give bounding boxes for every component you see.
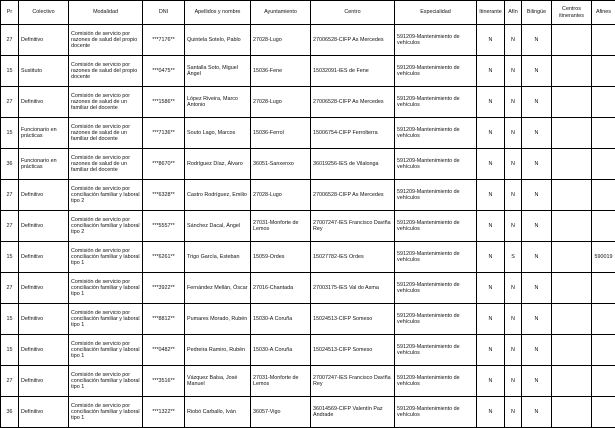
- cell-afines: [592, 397, 615, 428]
- cell-itinerante: N: [477, 242, 505, 273]
- cell-afin: N: [505, 397, 522, 428]
- cell-centros-itinerantes: [552, 397, 592, 428]
- cell-ayuntamiento: 27016-Chantada: [251, 273, 311, 304]
- cell-especialidad: 591209-Mantenimiento de vehículos: [395, 242, 477, 273]
- header-modalidad: Modalidad: [69, 1, 143, 25]
- cell-afines: [592, 366, 615, 397]
- cell-centros-itinerantes: [552, 25, 592, 56]
- header-afines: Afines: [592, 1, 615, 25]
- cell-centro: 15027782-IES Ordes: [311, 242, 395, 273]
- cell-colectivo: Definitivo: [19, 366, 69, 397]
- cell-afin: S: [505, 242, 522, 273]
- cell-bilingue: N: [522, 397, 552, 428]
- cell-afines: [592, 87, 615, 118]
- cell-afines: [592, 149, 615, 180]
- cell-centro: 15032091-IES de Fene: [311, 56, 395, 87]
- cell-centros-itinerantes: [552, 273, 592, 304]
- cell-afines: [592, 25, 615, 56]
- cell-ayuntamiento: 27028-Lugo: [251, 180, 311, 211]
- cell-afin: N: [505, 118, 522, 149]
- cell-dni: ***1586**: [143, 87, 185, 118]
- cell-ayuntamiento: 27031-Monforte de Lemos: [251, 366, 311, 397]
- cell-modalidad: Comisión de servicio por razones de salud de un familiar del docente: [69, 87, 143, 118]
- cell-colectivo: Definitivo: [19, 335, 69, 366]
- cell-nombre: Pedreira Ramiro, Rubén: [185, 335, 251, 366]
- cell-pr: 15: [1, 335, 19, 366]
- cell-dni: ***8670**: [143, 149, 185, 180]
- cell-ayuntamiento: 15059-Ordes: [251, 242, 311, 273]
- cell-itinerante: N: [477, 366, 505, 397]
- cell-colectivo: Funcionario en prácticas: [19, 149, 69, 180]
- cell-afines: [592, 180, 615, 211]
- cell-ayuntamiento: 36057-Vigo: [251, 397, 311, 428]
- cell-pr: 27: [1, 180, 19, 211]
- cell-colectivo: Definitivo: [19, 211, 69, 242]
- cell-nombre: Quintela Sotelo, Pablo: [185, 25, 251, 56]
- cell-especialidad: 591209-Mantenimiento de vehículos: [395, 304, 477, 335]
- table-body: [1, 25, 615, 428]
- cell-modalidad: Comisión de servicio por conciliación familiar y laboral tipo 1: [69, 335, 143, 366]
- table-row: [1, 335, 615, 366]
- cell-centros-itinerantes: [552, 335, 592, 366]
- cell-afines: [592, 335, 615, 366]
- cell-colectivo: Definitivo: [19, 242, 69, 273]
- cell-ayuntamiento: 15030-A Coruña: [251, 335, 311, 366]
- cell-centro: 36014569-CIFP Valentín Paz Andrade: [311, 397, 395, 428]
- cell-itinerante: N: [477, 335, 505, 366]
- cell-afin: N: [505, 273, 522, 304]
- cell-bilingue: N: [522, 304, 552, 335]
- cell-modalidad: Comisión de servicio por conciliación familiar y laboral tipo 1: [69, 366, 143, 397]
- cell-especialidad: 591209-Mantenimiento de vehículos: [395, 180, 477, 211]
- cell-modalidad: Comisión de servicio por razones de salud del propio docente: [69, 25, 143, 56]
- header-dni: DNI: [143, 1, 185, 25]
- cell-dni: ***7176**: [143, 25, 185, 56]
- cell-modalidad: Comisión de servicio por conciliación familiar y laboral tipo 2: [69, 211, 143, 242]
- cell-modalidad: Comisión de servicio por conciliación familiar y laboral tipo 2: [69, 180, 143, 211]
- cell-itinerante: N: [477, 211, 505, 242]
- cell-dni: ***7136**: [143, 118, 185, 149]
- cell-nombre: López Riveira, Marco Antonio: [185, 87, 251, 118]
- table-row: [1, 211, 615, 242]
- cell-afin: N: [505, 180, 522, 211]
- cell-centro: 36019256-IES de Vilalonga: [311, 149, 395, 180]
- cell-modalidad: Comisión de servicio por conciliación familiar y laboral tipo 1: [69, 273, 143, 304]
- cell-centros-itinerantes: [552, 242, 592, 273]
- cell-itinerante: N: [477, 304, 505, 335]
- table-row: [1, 149, 615, 180]
- cell-bilingue: N: [522, 87, 552, 118]
- cell-especialidad: 591209-Mantenimiento de vehículos: [395, 335, 477, 366]
- cell-ayuntamiento: 15030-A Coruña: [251, 304, 311, 335]
- cell-centro: 27007247-IES Francisco Daviña Rey: [311, 366, 395, 397]
- header-apellidos: Apellidos y nombre: [185, 1, 251, 25]
- cell-centros-itinerantes: [552, 118, 592, 149]
- cell-dni: ***3516**: [143, 366, 185, 397]
- cell-colectivo: Definitivo: [19, 87, 69, 118]
- table-row: [1, 366, 615, 397]
- cell-colectivo: Funcionario en prácticas: [19, 118, 69, 149]
- cell-modalidad: Comisión de servicio por conciliación familiar y laboral tipo 1: [69, 242, 143, 273]
- cell-afin: N: [505, 211, 522, 242]
- cell-dni: ***6261**: [143, 242, 185, 273]
- cell-especialidad: 591209-Mantenimiento de vehículos: [395, 118, 477, 149]
- cell-colectivo: Sustituto: [19, 56, 69, 87]
- cell-bilingue: N: [522, 366, 552, 397]
- cell-especialidad: 591209-Mantenimiento de vehículos: [395, 56, 477, 87]
- cell-itinerante: N: [477, 180, 505, 211]
- cell-bilingue: N: [522, 149, 552, 180]
- table-header: [1, 1, 615, 25]
- cell-dni: ***1322**: [143, 397, 185, 428]
- cell-nombre: Fernández Mellán, Óscar: [185, 273, 251, 304]
- cell-centros-itinerantes: [552, 87, 592, 118]
- cell-modalidad: Comisión de servicio por conciliación familiar y laboral tipo 1: [69, 304, 143, 335]
- cell-bilingue: N: [522, 211, 552, 242]
- cell-dni: ***3922**: [143, 273, 185, 304]
- cell-nombre: Sánchez Dacal, Ángel: [185, 211, 251, 242]
- cell-ayuntamiento: 27028-Lugo: [251, 87, 311, 118]
- cell-centros-itinerantes: [552, 304, 592, 335]
- cell-nombre: Trigo García, Esteban: [185, 242, 251, 273]
- cell-pr: 27: [1, 211, 19, 242]
- cell-bilingue: N: [522, 56, 552, 87]
- cell-itinerante: N: [477, 273, 505, 304]
- table-row: [1, 273, 615, 304]
- cell-afin: N: [505, 149, 522, 180]
- cell-afines: [592, 118, 615, 149]
- cell-centro: 15024513-CIFP Someso: [311, 304, 395, 335]
- cell-colectivo: Definitivo: [19, 25, 69, 56]
- cell-especialidad: 591209-Mantenimiento de vehículos: [395, 273, 477, 304]
- table-row: [1, 242, 615, 273]
- cell-modalidad: Comisión de servicio por conciliación familiar y laboral tipo 1: [69, 397, 143, 428]
- cell-pr: 15: [1, 304, 19, 335]
- cell-pr: 15: [1, 56, 19, 87]
- cell-itinerante: N: [477, 118, 505, 149]
- cell-pr: 27: [1, 273, 19, 304]
- cell-nombre: Santalla Soto, Miguel Ángel: [185, 56, 251, 87]
- cell-afines: [592, 56, 615, 87]
- header-bilingue: Bilingüe: [522, 1, 552, 25]
- cell-afines: [592, 273, 615, 304]
- cell-pr: 15: [1, 242, 19, 273]
- header-pr: Pr: [1, 1, 19, 25]
- cell-bilingue: N: [522, 242, 552, 273]
- header-especialidad: Especialidad: [395, 1, 477, 25]
- table-row: [1, 87, 615, 118]
- cell-colectivo: Definitivo: [19, 180, 69, 211]
- cell-ayuntamiento: 15036-Ferrol: [251, 118, 311, 149]
- cell-nombre: Pumares Morado, Rubén: [185, 304, 251, 335]
- cell-afin: N: [505, 56, 522, 87]
- cell-ayuntamiento: 36051-Sanxenxo: [251, 149, 311, 180]
- cell-dni: ***0475**: [143, 56, 185, 87]
- cell-especialidad: 591209-Mantenimiento de vehículos: [395, 25, 477, 56]
- header-itinerante: Itinerante: [477, 1, 505, 25]
- cell-itinerante: N: [477, 25, 505, 56]
- cell-especialidad: 591209-Mantenimiento de vehículos: [395, 366, 477, 397]
- cell-centros-itinerantes: [552, 149, 592, 180]
- table-row: [1, 118, 615, 149]
- cell-modalidad: Comisión de servicio por razones de salud del propio docente: [69, 56, 143, 87]
- cell-itinerante: N: [477, 56, 505, 87]
- cell-afin: N: [505, 25, 522, 56]
- cell-centro: 15024513-CIFP Someso: [311, 335, 395, 366]
- cell-afines: [592, 304, 615, 335]
- cell-centros-itinerantes: [552, 366, 592, 397]
- cell-afin: N: [505, 366, 522, 397]
- cell-pr: 27: [1, 87, 19, 118]
- cell-pr: 36: [1, 397, 19, 428]
- cell-especialidad: 591209-Mantenimiento de vehículos: [395, 149, 477, 180]
- cell-nombre: Castro Rodríguez, Emilio: [185, 180, 251, 211]
- cell-ayuntamiento: 15036-Fene: [251, 56, 311, 87]
- cell-centros-itinerantes: [552, 56, 592, 87]
- cell-afin: N: [505, 304, 522, 335]
- header-afin: Afín: [505, 1, 522, 25]
- cell-centro: 15006754-CIFP Ferrolterra: [311, 118, 395, 149]
- table-row: [1, 25, 615, 56]
- cell-centro: 27006528-CIFP As Mercedes: [311, 180, 395, 211]
- table-row: [1, 304, 615, 335]
- cell-bilingue: N: [522, 335, 552, 366]
- cell-centro: 27006528-CIFP As Mercedes: [311, 25, 395, 56]
- cell-centro: 27006528-CIFP As Mercedes: [311, 87, 395, 118]
- cell-nombre: Souto Lago, Marcos: [185, 118, 251, 149]
- table-row: [1, 180, 615, 211]
- cell-itinerante: N: [477, 149, 505, 180]
- cell-itinerante: N: [477, 397, 505, 428]
- cell-afines: 590019: [592, 242, 615, 273]
- cell-pr: 36: [1, 149, 19, 180]
- cell-bilingue: N: [522, 180, 552, 211]
- cell-bilingue: N: [522, 25, 552, 56]
- cell-dni: ***8812**: [143, 304, 185, 335]
- cell-nombre: Vázquez Balsa, José Manuel: [185, 366, 251, 397]
- cell-afin: N: [505, 335, 522, 366]
- cell-modalidad: Comisión de servicio por razones de salud de un familiar del docente: [69, 149, 143, 180]
- cell-ayuntamiento: 27031-Monforte de Lemos: [251, 211, 311, 242]
- cell-pr: 27: [1, 366, 19, 397]
- cell-modalidad: Comisión de servicio por razones de salud de un familiar del docente: [69, 118, 143, 149]
- cell-itinerante: N: [477, 87, 505, 118]
- cell-ayuntamiento: 27028-Lugo: [251, 25, 311, 56]
- header-centros-itinerantes: Centros itinerantes: [552, 1, 592, 25]
- cell-especialidad: 591209-Mantenimiento de vehículos: [395, 87, 477, 118]
- cell-dni: ***0482**: [143, 335, 185, 366]
- header-ayuntamiento: Ayuntamiento: [251, 1, 311, 25]
- cell-bilingue: N: [522, 118, 552, 149]
- cell-centro: 27003175-IES Val do Asma: [311, 273, 395, 304]
- cell-centros-itinerantes: [552, 180, 592, 211]
- cell-colectivo: Definitivo: [19, 397, 69, 428]
- cell-afin: N: [505, 87, 522, 118]
- cell-bilingue: N: [522, 273, 552, 304]
- cell-afines: [592, 211, 615, 242]
- cell-dni: ***6328**: [143, 180, 185, 211]
- header-centro: Centro: [311, 1, 395, 25]
- cell-pr: 27: [1, 25, 19, 56]
- cell-dni: ***5557**: [143, 211, 185, 242]
- cell-centro: 27007247-IES Francisco Daviña Rey: [311, 211, 395, 242]
- cell-colectivo: Definitivo: [19, 304, 69, 335]
- header-row: [1, 1, 615, 25]
- cell-pr: 15: [1, 118, 19, 149]
- cell-nombre: Rodríguez Díaz, Álvaro: [185, 149, 251, 180]
- cell-centros-itinerantes: [552, 211, 592, 242]
- cell-nombre: Riobó Carballo, Iván: [185, 397, 251, 428]
- table-row: [1, 397, 615, 428]
- cell-colectivo: Definitivo: [19, 273, 69, 304]
- cell-especialidad: 591209-Mantenimiento de vehículos: [395, 211, 477, 242]
- header-colectivo: Colectivo: [19, 1, 69, 25]
- table-row: [1, 56, 615, 87]
- cell-especialidad: 591209-Mantenimiento de vehículos: [395, 397, 477, 428]
